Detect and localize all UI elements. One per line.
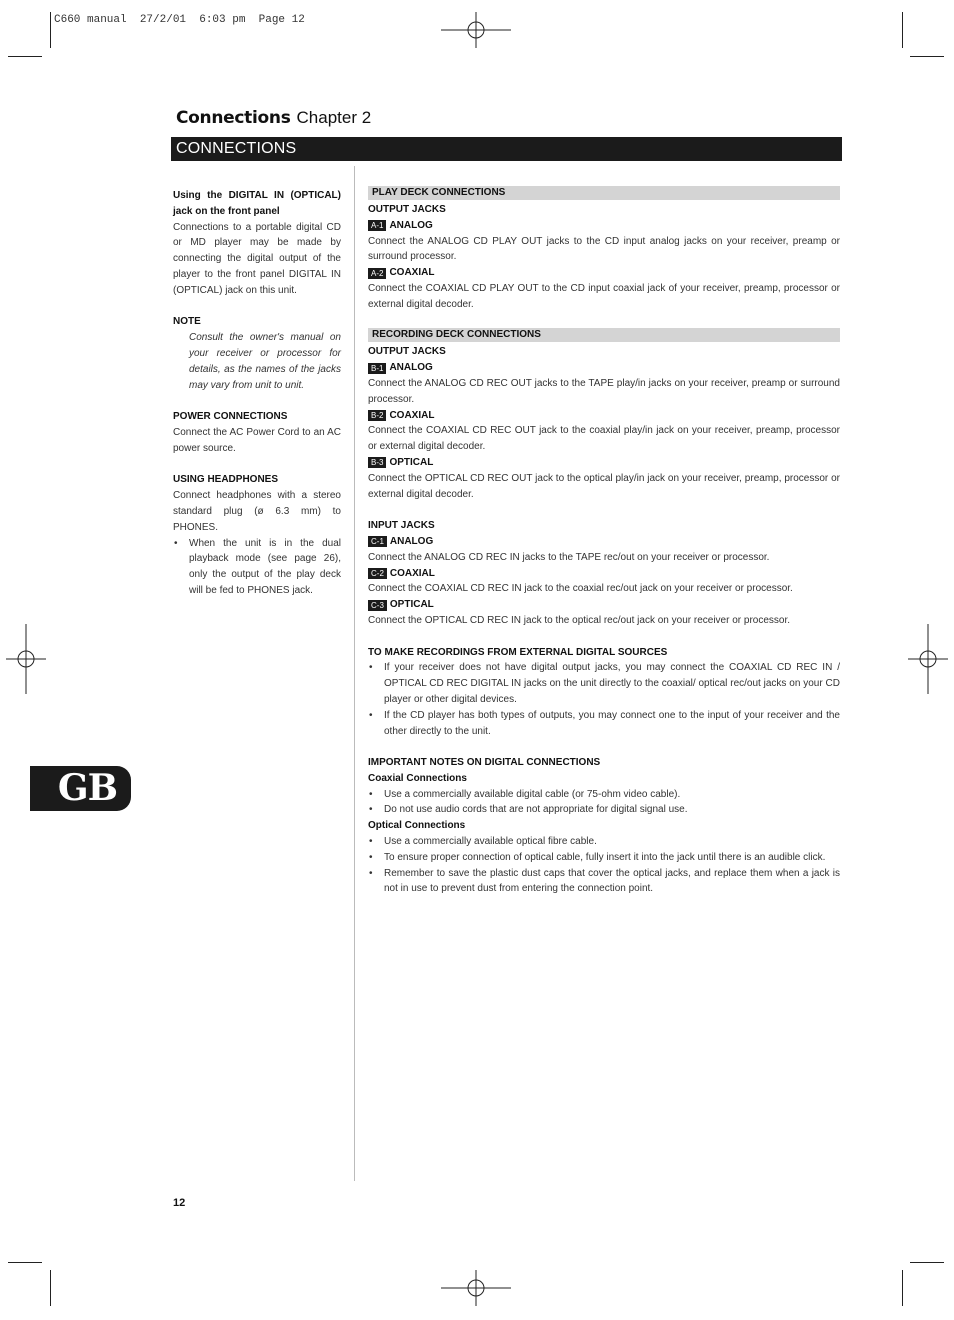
jack-tag: C-2 [368, 568, 387, 579]
jack-tag: C-1 [368, 536, 387, 547]
registration-mark-icon [441, 12, 511, 48]
crop-mark [50, 12, 51, 48]
registration-mark-icon [6, 624, 46, 694]
crop-mark [902, 1270, 903, 1306]
crop-mark [902, 12, 903, 48]
registration-mark-icon [908, 624, 948, 694]
jack-label [368, 265, 840, 281]
jack-text: Connect the ANALOG CD PLAY OUT jacks to the CD input analog jacks on your receiver, preamp or surround processor. [368, 235, 840, 263]
headphones-bullets [173, 536, 341, 599]
crop-mark [910, 56, 944, 57]
jack-label [368, 455, 840, 471]
page-number: 12 [173, 1197, 186, 1209]
jack-tag: C-3 [368, 600, 387, 611]
rec-output-heading: OUTPUT JACKS [368, 346, 446, 358]
jack-text: Connect the OPTICAL CD REC OUT jack to the optical play/in jack on your receiver, preamp, processor or external digital decoder. [368, 472, 840, 500]
rec-input-heading: INPUT JACKS [368, 520, 435, 532]
crop-mark [8, 56, 42, 57]
jack-tag: A-2 [368, 268, 386, 279]
jack-text: Connect the ANALOG CD REC OUT jacks to the TAPE play/in jacks on your receiver, preamp or surround processor. [368, 377, 840, 405]
headphones-heading: USING HEADPHONES [173, 474, 279, 486]
external-bullets [368, 660, 840, 739]
jack-label [368, 566, 840, 582]
jack-text: Connect the COAXIAL CD PLAY OUT to the CD input coaxial jack of your receiver, preamp, processor or external digital decoder. [368, 282, 840, 310]
power-heading: POWER CONNECTIONS [173, 411, 288, 423]
jack-tag: A-1 [368, 220, 386, 231]
crop-mark [8, 1262, 42, 1263]
optical-bullets [368, 834, 840, 897]
jack-text: Connect the COAXIAL CD REC OUT jack to the coaxial play/in jack on your receiver, preamp, processor or external digital decoder. [368, 425, 840, 453]
list-item: • If your receiver does not have digital output jacks, you may connect the COAXIAL CD REC IN / OPTICAL CD REC DIGITAL IN jacks on the unit directly to the coaxial/ optical rec/out jacks on your CD player or other digital devices. [368, 660, 840, 707]
jack-tag: B-1 [368, 363, 386, 374]
jack-text: Connect the OPTICAL CD REC IN jack to the optical rec/out jack on your receiver or processor. [368, 614, 791, 626]
crop-mark [910, 1262, 944, 1263]
jack-name: ANALOG [389, 535, 434, 547]
digital-in-text: Connections to a portable digital CD or MD player may be made by connecting the digital output of the player to the front panel DIGITAL IN (OPTICAL) jack on this unit. [173, 221, 341, 296]
list-item: • Use a commercially available optical fibre cable. [368, 834, 840, 850]
chapter-title-bold: Connections [176, 108, 291, 128]
jack-text: Connect the COAXIAL CD REC IN jack to the coaxial rec/out jack on your receiver or processor. [368, 583, 793, 595]
jack-text: Connect the ANALOG CD REC IN jacks to the TAPE rec/out on your receiver or processor. [368, 551, 770, 563]
list-item: • To ensure proper connection of optical cable, fully insert it into the jack until there is an audible click. [368, 850, 840, 866]
registration-mark-icon [441, 1270, 511, 1306]
jack-name: ANALOG [389, 362, 433, 374]
list-item: • When the unit is in the dual playback mode (see page 26), only the output of the play deck will be fed to PHONES jack. [173, 536, 341, 599]
jack-name: ANALOG [389, 219, 433, 231]
chapter-title-number: Chapter 2 [296, 108, 372, 127]
crop-mark [50, 1270, 51, 1306]
optical-heading: Optical Connections [368, 820, 466, 832]
play-deck-title: PLAY DECK CONNECTIONS [368, 186, 840, 200]
list-item: • Do not use audio cords that are not appropriate for digital signal use. [368, 802, 840, 818]
jack-name: OPTICAL [389, 599, 434, 611]
jack-name: COAXIAL [389, 267, 435, 279]
coaxial-bullets [368, 787, 840, 819]
right-column [368, 186, 840, 897]
coaxial-heading: Coaxial Connections [368, 772, 467, 784]
jack-label [368, 408, 840, 424]
column-divider [354, 166, 355, 1181]
external-heading: TO MAKE RECORDINGS FROM EXTERNAL DIGITAL SOURCES [368, 646, 668, 658]
jack-tag: B-3 [368, 457, 386, 468]
important-heading: IMPORTANT NOTES ON DIGITAL CONNECTIONS [368, 757, 601, 769]
jack-label [368, 534, 840, 550]
jack-label [368, 218, 840, 234]
print-header: C660 manual 27/2/01 6:03 pm Page 12 [54, 14, 305, 26]
list-item: • Use a commercially available digital cable (or 75-ohm video cable). [368, 787, 840, 803]
jack-tag: B-2 [368, 410, 386, 421]
left-column [173, 188, 341, 599]
power-text: Connect the AC Power Cord to an AC power source. [173, 426, 341, 454]
note-heading: NOTE [173, 316, 201, 328]
digital-in-heading: Using the DIGITAL IN (OPTICAL) jack on the front panel [173, 190, 341, 217]
jack-label [368, 597, 840, 613]
list-item: • If the CD player has both types of outputs, you may connect one to the input of your receiver and the other directly to the unit. [368, 708, 840, 740]
list-item: • Remember to save the plastic dust caps that cover the optical jacks, and replace them when a jack is not in use to prevent dust from entering the connection point. [368, 866, 840, 898]
jack-name: OPTICAL [389, 456, 434, 468]
jack-name: COAXIAL [389, 567, 435, 579]
language-tab: GB [30, 766, 131, 811]
recording-deck-title: RECORDING DECK CONNECTIONS [368, 328, 840, 342]
jack-name: COAXIAL [389, 409, 435, 421]
play-output-heading: OUTPUT JACKS [368, 204, 446, 215]
note-text: Consult the owner's manual on your receiver or processor for details, as the names of the jacks may vary from unit to unit. [189, 332, 341, 391]
section-banner: CONNECTIONS [171, 137, 842, 161]
chapter-title [176, 108, 371, 128]
jack-label [368, 360, 840, 376]
headphones-text: Connect headphones with a stereo standard plug (ø 6.3 mm) to PHONES. [173, 490, 341, 533]
